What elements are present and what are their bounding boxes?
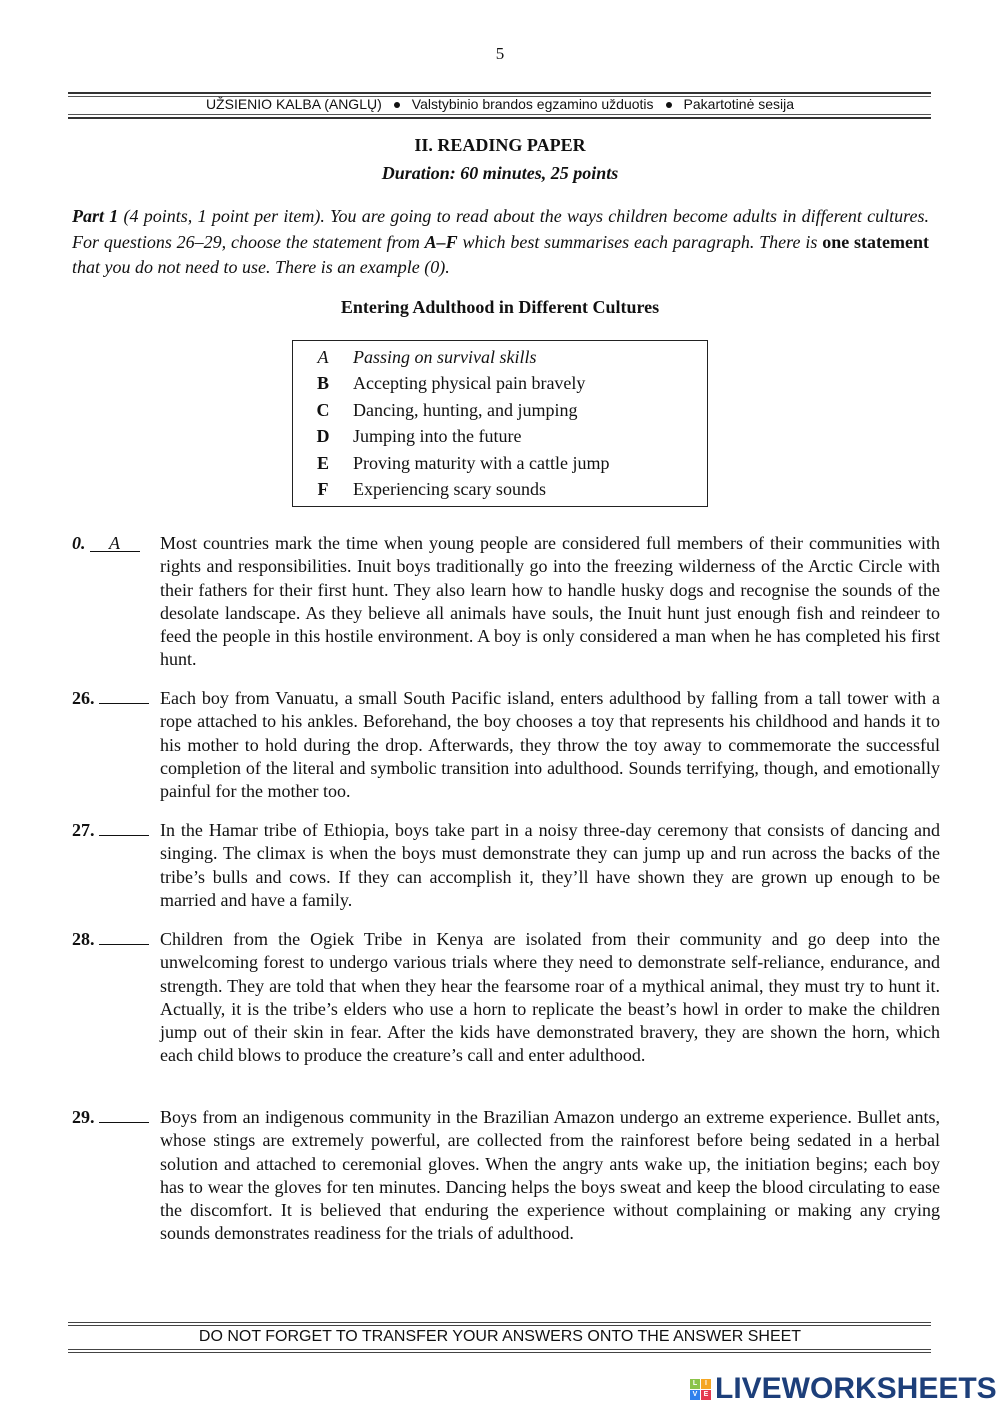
- paragraph-text: Children from the Ogiek Tribe in Kenya are isolated from their community and go deep into the unwelcoming forest to undergo various trials where they need to demonstrate self-reliance, endurance, and strength. They are told that when they hear the fearsome roar of a mythical animal, they must try to hunt it. Actually, it is the tribe’s elders who use a horn to replicate the beast’s howl in order to make the children jump out of their skin in fear. After the kids have demonstrated bravery, they are shown the horn, which each child blows to produce the creature’s call and enter adulthood.: [160, 929, 940, 1066]
- item-number: 27.: [72, 820, 95, 840]
- footer-rule-top: [68, 1322, 931, 1323]
- instr-range: A–F: [424, 231, 458, 252]
- paragraph-text: Most countries mark the time when young people are considered full members of their communities with rights and responsibilities. Inuit boys traditionally go into the freezing wilderness of the Arctic Circle with their fathers for their first hunt. They also learn how to handle husky dogs and recognise the sounds of the desolate landscape. As they believe all animals have souls, the Inuit hunt just enough fish and reindeer to feed the people in this hostile environment. A boy is only considered a man when he has completed his first hunt.: [160, 533, 940, 670]
- bullet-icon: [666, 102, 672, 108]
- item-29: [72, 1106, 940, 1246]
- option-letter: D: [316, 426, 330, 447]
- answer-blank[interactable]: [99, 703, 149, 704]
- option-text: Accepting physical pain bravely: [353, 373, 586, 394]
- option-letter: E: [316, 452, 329, 473]
- item-number: 0.: [72, 533, 86, 553]
- header-rule-top: [68, 92, 931, 94]
- options-box: [292, 340, 708, 507]
- item-26: [72, 687, 940, 803]
- answer-blank[interactable]: [99, 944, 149, 945]
- option-letter: A: [317, 346, 329, 367]
- paragraph-text: In the Hamar tribe of Ethiopia, boys take part in a noisy three-day ceremony that consists of dancing and singing. The climax is when the boys must demonstrate they can jump up and run across the backs of the tribe’s bulls and cows. If they can accomplish it, they’ll have shown they are grown up enough to be married and have a family.: [160, 820, 940, 910]
- footer-rule-bottom2: [68, 1352, 931, 1353]
- item-number: 28.: [72, 929, 95, 949]
- paragraph-text: Each boy from Vanuatu, a small South Pacific island, enters adulthood by falling from a tall tower with a rope attached to his ankles. Beforehand, the boy chooses a toy that represents his childhood and hands it to his mother to hold during the drop. Afterwards, they throw the toy away to commemorate the successful completion of the literal and symbolic transition into adulthood. Sounds terrifying, though, and emotionally painful for the mother too.: [160, 688, 940, 802]
- part-label: Part 1: [72, 206, 119, 226]
- option-text: Proving maturity with a cattle jump: [353, 452, 610, 473]
- item-27: [72, 819, 940, 912]
- paragraph-text: Boys from an indigenous community in the Brazilian Amazon undergo an extreme experience. Bullet ants, whose stings are extremely powerful, are collected from the rainforest before being sedated in a herbal solution and attached to ceremonial gloves. When the angry ants wake up, the initiation begins; each boy has to wear the gloves for ten minutes. Dancing helps the boys sweat and keep the blood circulating to ease the discomfort. It is believed that enduring the experience without complaining or making any crying sounds demonstrates readiness for the trials of adulthood.: [160, 1107, 940, 1244]
- logo-text: LIVEWORKSHEETS: [715, 1372, 997, 1405]
- option-f: [293, 477, 707, 504]
- header-rule-bottom-thin: [68, 114, 931, 115]
- running-header: [0, 96, 1000, 112]
- header-session: Pakartotinė sesija: [683, 96, 795, 112]
- item-number: 26.: [72, 688, 95, 708]
- footer-rule-bottom: [68, 1349, 931, 1350]
- option-text: Jumping into the future: [353, 426, 522, 447]
- liveworksheets-logo: [690, 1372, 997, 1406]
- answer-blank[interactable]: [99, 835, 149, 836]
- footer-rule-top2: [68, 1325, 931, 1326]
- logo-tile: V: [690, 1390, 700, 1400]
- header-exam: Valstybinio brandos egzamino užduotis: [411, 96, 654, 112]
- option-e: [293, 450, 707, 477]
- instr-text: that you do not need to use. There is an example (0).: [72, 257, 450, 277]
- instr-text: (4 points, 1 point per item). You are going to read about the ways children become adults in different cultures. For questions 26–29, choose the statement from: [72, 206, 929, 252]
- bullet-icon: [394, 102, 400, 108]
- option-c: [293, 397, 707, 424]
- footer-note: DO NOT FORGET TO TRANSFER YOUR ANSWERS ONTO THE ANSWER SHEET: [198, 1328, 802, 1345]
- example-answer: A: [90, 535, 140, 552]
- instr-text: which best summarises each paragraph. There is: [457, 231, 823, 252]
- option-text: Experiencing scary sounds: [353, 479, 546, 500]
- logo-tile: E: [701, 1390, 711, 1400]
- item-28: [72, 928, 940, 1068]
- header-rule-bottom: [68, 117, 931, 119]
- instructions: [72, 204, 929, 281]
- item-number: 29.: [72, 1107, 95, 1127]
- logo-tile: L: [690, 1379, 700, 1389]
- article-title: Entering Adulthood in Different Cultures: [340, 297, 660, 317]
- section-title: II. READING PAPER: [414, 135, 586, 155]
- option-letter: F: [317, 479, 329, 500]
- duration: Duration: 60 minutes, 25 points: [381, 163, 619, 183]
- option-text: Dancing, hunting, and jumping: [353, 399, 578, 420]
- option-text: Passing on survival skills: [353, 346, 537, 367]
- option-a: [293, 344, 707, 371]
- item-0: [72, 532, 940, 672]
- option-b: [293, 371, 707, 398]
- instr-emphasis: one statement: [822, 231, 929, 252]
- logo-tile: I: [701, 1379, 711, 1389]
- answer-blank[interactable]: [99, 1122, 149, 1123]
- header-subject: UŽSIENIO KALBA (ANGLŲ): [205, 96, 382, 112]
- logo-tiles-icon: [690, 1379, 711, 1400]
- option-letter: B: [316, 373, 329, 394]
- option-d: [293, 424, 707, 451]
- option-letter: C: [316, 399, 330, 420]
- page-number: 5: [495, 44, 505, 63]
